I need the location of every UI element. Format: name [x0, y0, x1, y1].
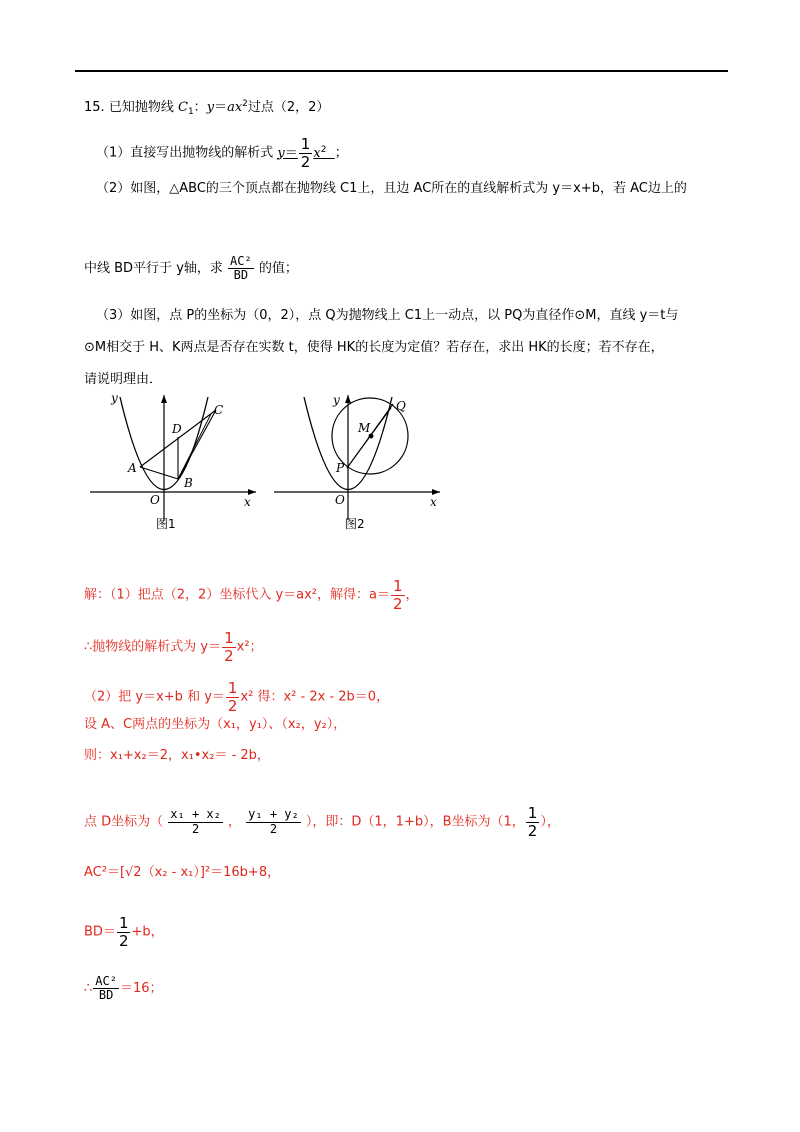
fig1-caption: 图1	[156, 517, 176, 531]
solution-line-3: （2）把 y＝x+b 和 y＝ $\frac{1}{2}$ x² 得：x² - 2x - 2b＝0，	[84, 679, 390, 715]
fig2-segment-PQ-2	[347, 408, 391, 468]
ac2-over-bd-fraction: $\frac{\text{AC²}}{BD}$	[230, 254, 252, 283]
fig1-label-B: B	[184, 476, 193, 490]
figure-2	[274, 393, 440, 531]
fig1-label-D: D	[172, 422, 182, 436]
problem-part3-line2: ⊙M相交于 H、K两点是否存在实数 t，使得 HK的长度为定值？若存在，求出 HK的长度；若不存在，	[84, 340, 664, 355]
problem-intro: 15. 已知抛物线 $C_1$：$y=ax^2$过点（2，2）	[84, 99, 330, 117]
solution-line-4: 设 A、C两点的坐标为（x₁，y₁）、（x₂，y₂），	[84, 717, 347, 732]
fig2-label-P: P	[336, 461, 345, 475]
fig1-label-A: A	[128, 461, 137, 475]
problem-part2-line1: （2）如图，△ABC的三个顶点都在抛物线 C1上，且边 AC所在的直线解析式为 y＝x+b，若 AC边上的	[96, 181, 687, 196]
figures	[88, 392, 448, 537]
fig1-label-x: x	[244, 495, 251, 509]
problem-part2-line2: 中线 BD平行于 y轴，求 $\frac{\text{AC²}}{BD}$ 的值；	[84, 254, 298, 283]
fig2-label-Q: Q	[396, 399, 406, 413]
fig2-caption: 图2	[345, 517, 365, 531]
solution-line-7: AC²＝[√2（x₂ - x₁）]²＝16b+8，	[84, 865, 281, 880]
problem-part3-line1: （3）如图，点 P的坐标为（0，2），点 Q为抛物线上 C1上一动点，以 PQ为直径作⊙M，直线 y＝t与	[96, 308, 679, 323]
fig2-y-arrow	[345, 395, 351, 403]
fig1-label-y: y	[111, 392, 118, 405]
solution-line-6: 点 D坐标为（ $\frac{\text{x₁ + x₂}}{2}$ ， $\frac{\text{y₁ + y₂}}{2}$ ），即：D（1，1+b），B坐标为（1， $\frac{1}{2}$ ），	[84, 804, 560, 840]
header-rule	[75, 70, 728, 72]
fig1-label-C: C	[214, 403, 224, 417]
solution-line-9: ∴ $\frac{\text{AC²}}{BD}$ ＝16；	[84, 974, 163, 1003]
problem-part3-line3: 请说明理由．	[84, 372, 163, 387]
fig2-label-x: x	[430, 495, 437, 509]
fig2-label-y: y	[333, 393, 340, 407]
solution-line-5: 则：x₁+x₂＝2，x₁•x₂＝ - 2b，	[84, 748, 270, 763]
fig2-label-M: M	[358, 421, 371, 435]
fig1-hatch-line	[178, 414, 211, 479]
solution-line-2: ∴抛物线的解析式为 y＝ $\frac{1}{2}$ x²；	[84, 629, 263, 665]
solution-line-1: 解：（1）把点（2，2）坐标代入 y＝ax²，解得：a＝ $\frac{1}{2}$ ，	[84, 577, 419, 613]
solution-line-8: BD＝ $\frac{1}{2}$ +b，	[84, 914, 164, 950]
fig1-label-O: O	[150, 493, 160, 507]
figure-1	[90, 392, 256, 531]
fig2-label-O: O	[335, 493, 345, 507]
fig1-y-arrow	[161, 395, 167, 403]
problem-part1: （1）直接写出抛物线的解析式 y＝ $\frac{1}{2}$ $x^2$ ；	[96, 135, 348, 171]
